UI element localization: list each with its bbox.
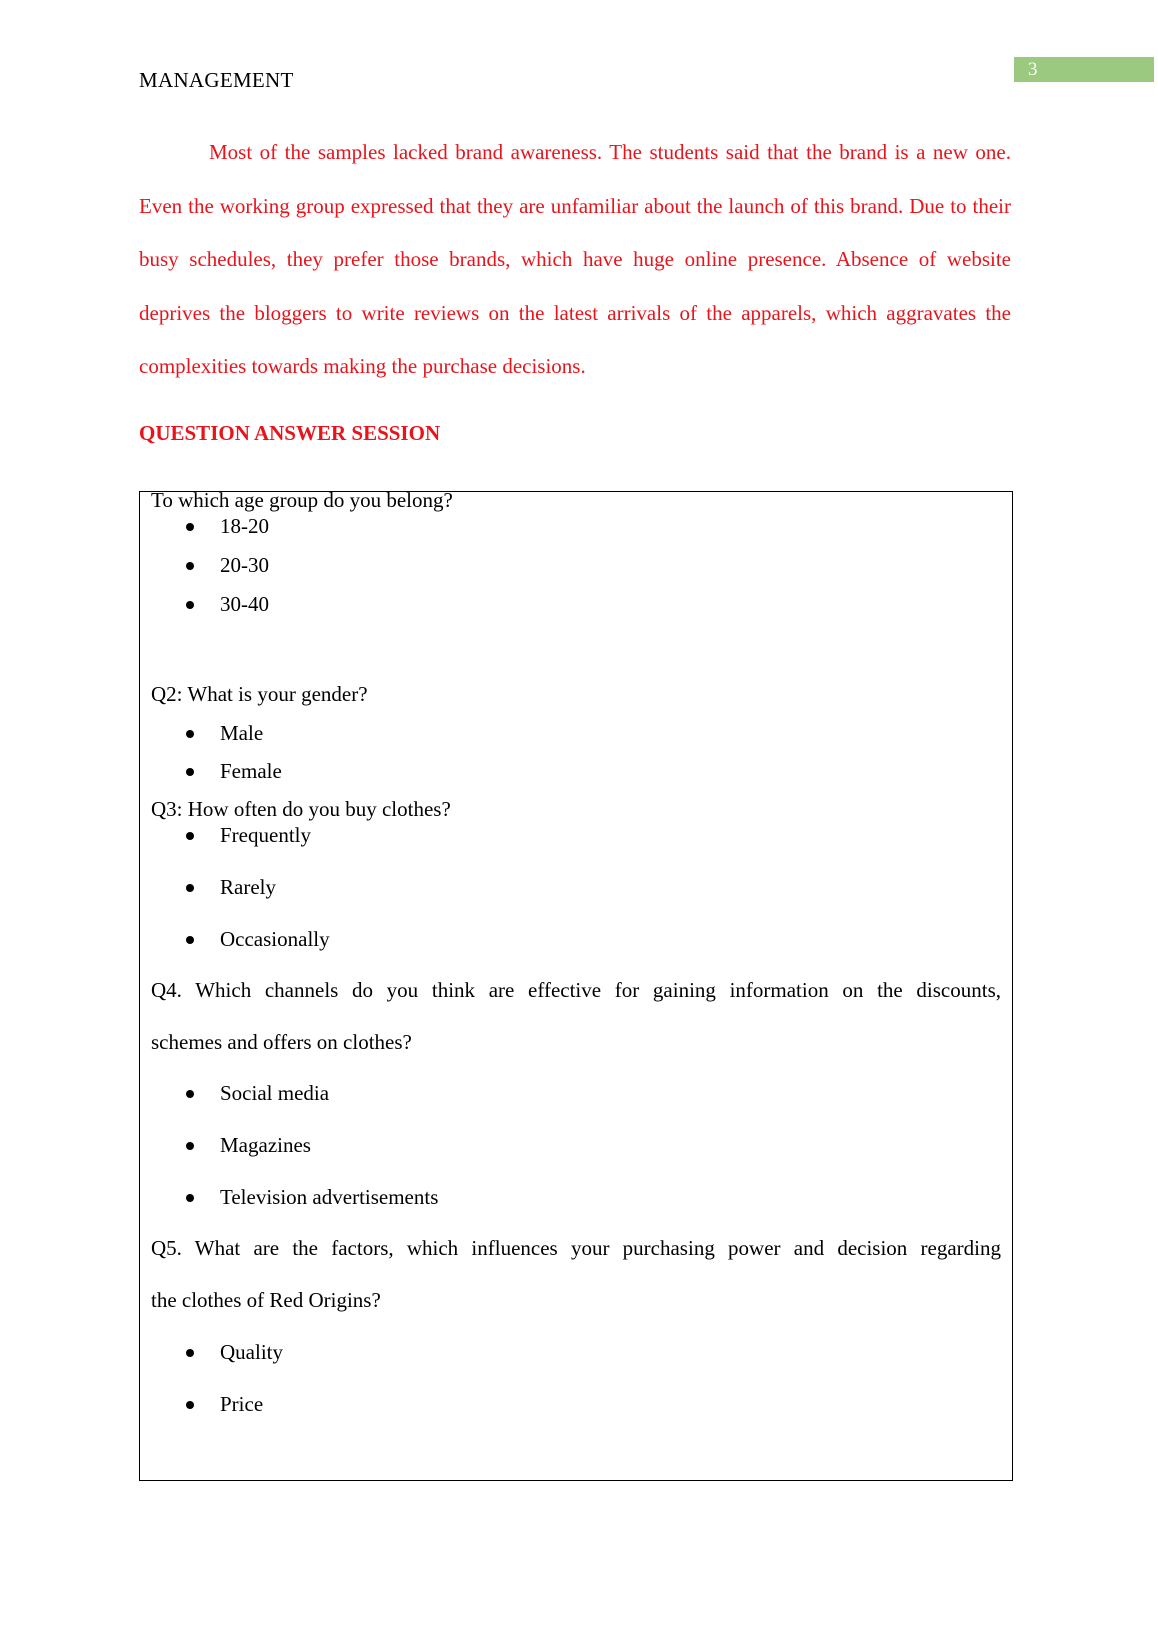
bullet-icon (186, 884, 194, 892)
option-label: Rarely (220, 875, 276, 899)
running-header-title: MANAGEMENT (139, 68, 294, 92)
question-3-text: Q3: How often do you buy clothes? (151, 797, 451, 821)
bullet-icon (186, 768, 194, 776)
option-label: Magazines (220, 1133, 311, 1157)
option-label: Price (220, 1392, 264, 1416)
question-4-text-line-2: schemes and offers on clothes? (151, 1030, 412, 1054)
option-label: 18-20 (220, 514, 269, 538)
option-label: Occasionally (220, 927, 330, 951)
bullet-icon (186, 936, 194, 944)
option-label: Male (220, 721, 264, 745)
bullet-icon (186, 1349, 194, 1357)
option-label: Social media (220, 1081, 330, 1105)
bullet-icon (186, 730, 194, 738)
bullet-icon (186, 1090, 194, 1098)
bullet-icon (186, 523, 194, 531)
bullet-icon (186, 562, 194, 570)
question-5-text-line-1: Q5. What are the factors, which influences your purchasing power and decision regarding (151, 1236, 1001, 1260)
question-answer-box (139, 488, 1013, 1481)
bullet-icon (186, 832, 194, 840)
bullet-icon (186, 601, 194, 609)
section-heading: QUESTION ANSWER SESSION (139, 421, 441, 445)
intro-paragraph: Most of the samples lacked brand awareness. The students said that the brand is a new one. Even the working group expressed that they are unfamiliar about the launch of this brand. Due to their busy schedules, they prefer those brands, which have huge online presence. Absence of website deprives the bloggers to write reviews on the latest arrivals of the apparels, which aggravates the complexities towards making the purchase decisions. (139, 140, 1011, 378)
option-label: Quality (220, 1340, 283, 1364)
question-1-text: To which age group do you belong? (151, 488, 453, 512)
question-5-text-line-2: the clothes of Red Origins? (151, 1288, 381, 1312)
option-label: Television advertisements (220, 1185, 439, 1209)
bullet-icon (186, 1142, 194, 1150)
question-4-text-line-1: Q4. Which channels do you think are effective for gaining information on the discounts, (151, 978, 1001, 1002)
page-number-badge: 3 (1014, 57, 1154, 82)
bullet-icon (186, 1401, 194, 1409)
option-label: 30-40 (220, 592, 269, 616)
option-label: Female (220, 759, 282, 783)
option-label: Frequently (220, 823, 311, 847)
option-label: 20-30 (220, 553, 269, 577)
bullet-icon (186, 1194, 194, 1202)
question-2-text: Q2: What is your gender? (151, 682, 368, 706)
